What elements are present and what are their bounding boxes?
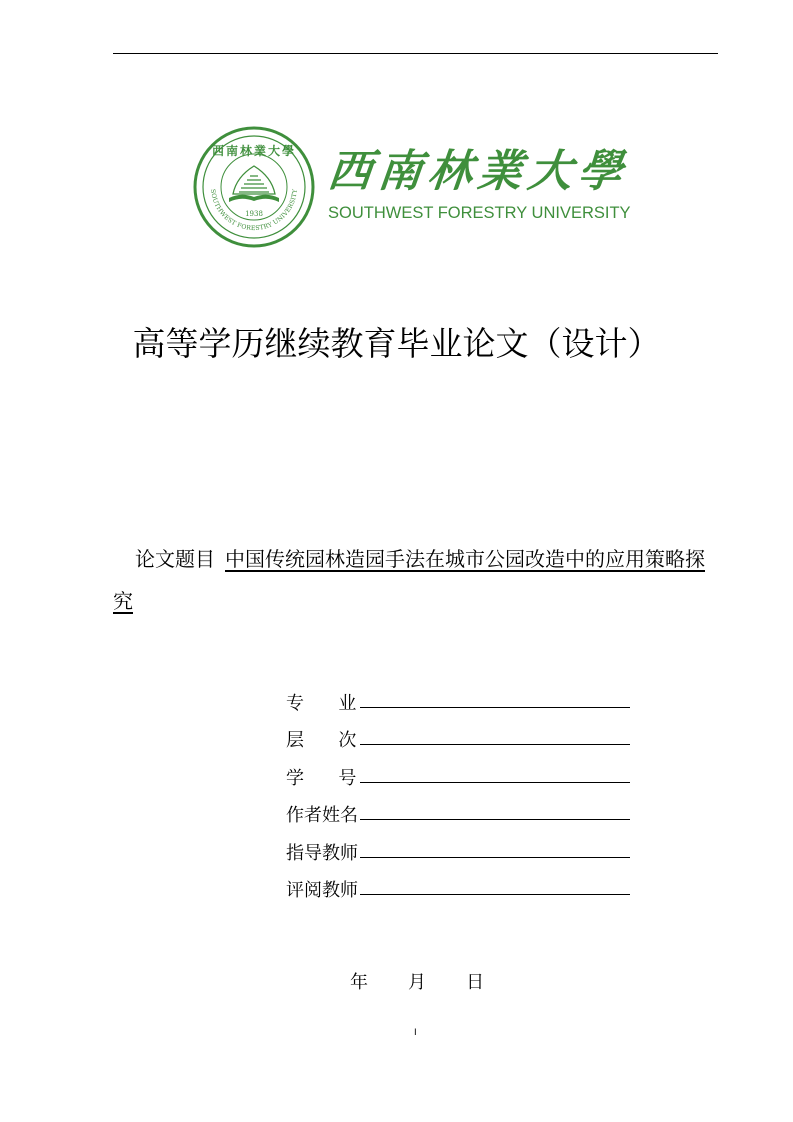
main-title: 高等学历继续教育毕业论文（设计） bbox=[132, 324, 661, 363]
info-row-author bbox=[286, 790, 630, 828]
date-line: 年 月 日 bbox=[350, 972, 485, 993]
info-form bbox=[286, 677, 630, 902]
thesis-title: 中国传统园林造园手法在城市公园改造中的应用策略探究 bbox=[113, 547, 705, 613]
seal-text-cn: 西南林業大學 bbox=[211, 144, 297, 158]
reviewer-label: 评阅教师 bbox=[286, 880, 358, 901]
author-label: 作者姓名 bbox=[286, 805, 358, 826]
level-blank[interactable] bbox=[360, 743, 630, 745]
page-number: I bbox=[414, 1028, 417, 1038]
thesis-title-block bbox=[113, 538, 713, 622]
info-row-reviewer bbox=[286, 865, 630, 903]
university-logo bbox=[193, 126, 643, 248]
wordmark-chinese: 西南林業大學 bbox=[325, 146, 631, 197]
advisor-label: 指导教师 bbox=[286, 842, 358, 864]
wordmark-english: SOUTHWEST FORESTRY UNIVERSITY bbox=[328, 204, 631, 222]
info-row-level bbox=[286, 715, 630, 753]
info-row-advisor bbox=[286, 827, 630, 865]
major-label: 专 业 bbox=[286, 692, 357, 714]
level-label: 层 次 bbox=[286, 730, 357, 751]
seal-year: 1938 bbox=[245, 210, 263, 218]
reviewer-blank[interactable] bbox=[360, 893, 630, 895]
student-id-label: 学 号 bbox=[286, 767, 357, 789]
wordmark bbox=[325, 146, 648, 223]
info-row-major bbox=[286, 677, 630, 715]
seal-ring-text: SOUTHWEST FORESTRY UNIVERSITY bbox=[209, 188, 299, 233]
student-id-blank[interactable] bbox=[360, 781, 630, 783]
major-blank[interactable] bbox=[360, 706, 630, 708]
thesis-label: 论文题目 bbox=[135, 547, 215, 571]
advisor-blank[interactable] bbox=[360, 856, 630, 858]
author-blank[interactable] bbox=[360, 818, 630, 820]
info-row-student-id bbox=[286, 752, 630, 790]
header-rule bbox=[113, 53, 718, 54]
university-seal bbox=[193, 126, 315, 248]
